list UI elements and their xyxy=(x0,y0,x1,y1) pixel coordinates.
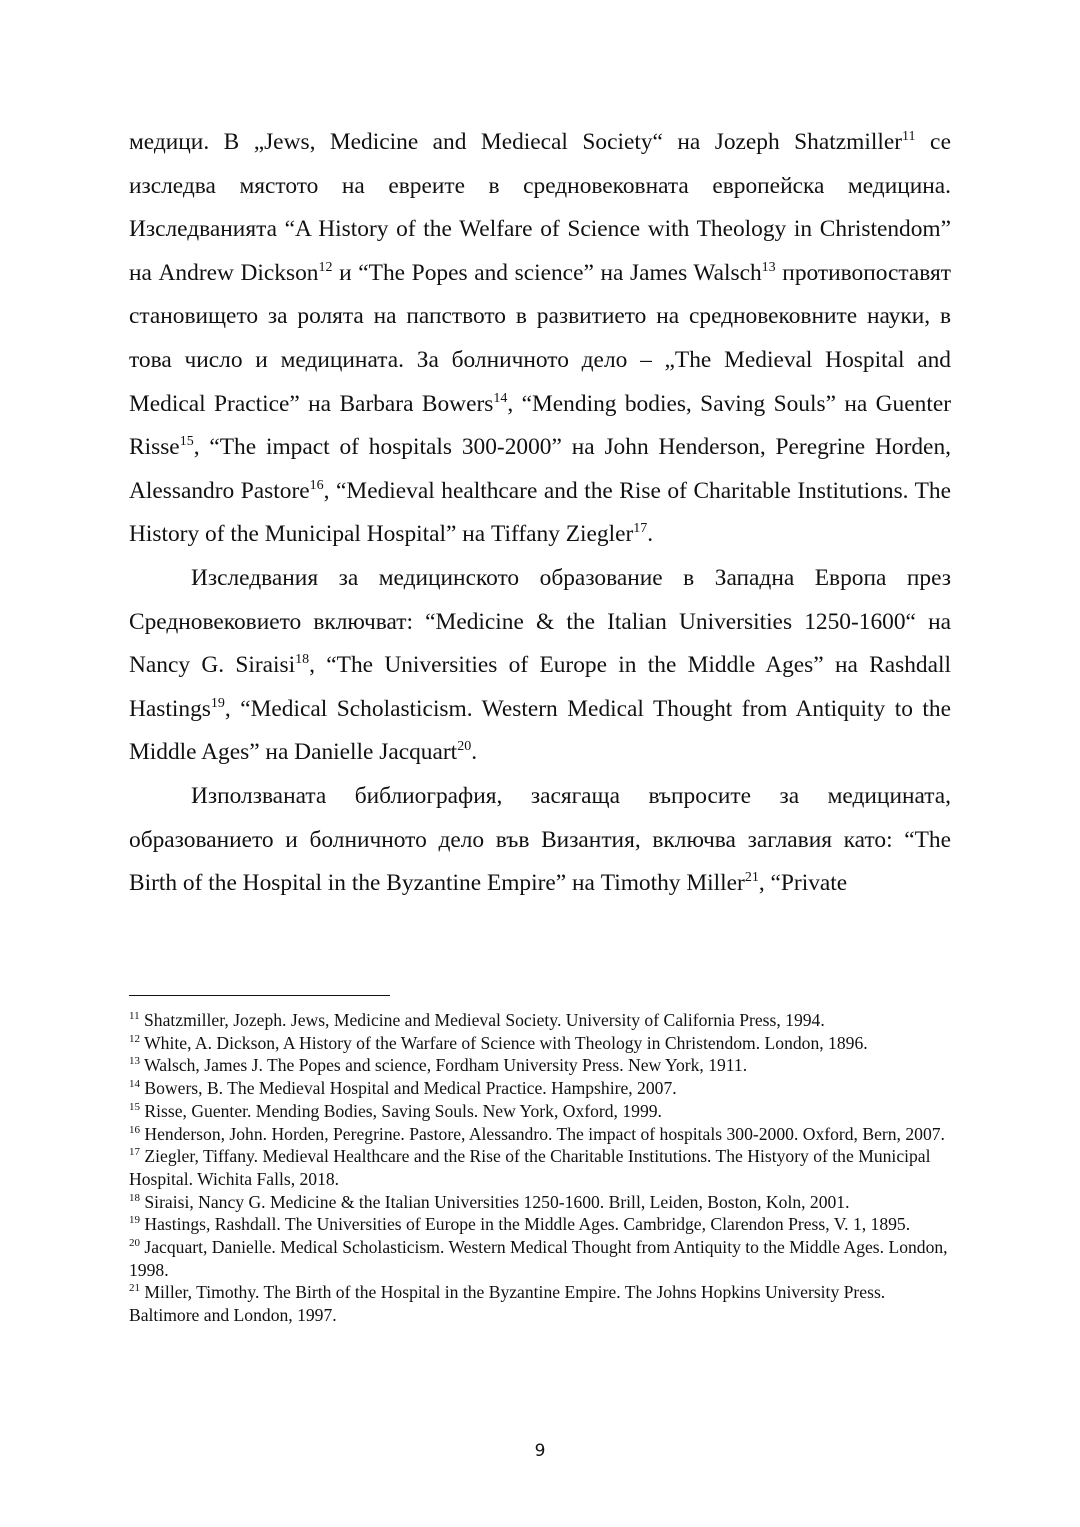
footnote-reference[interactable]: 12 xyxy=(318,259,333,275)
paragraph-text: , “Private xyxy=(758,870,848,897)
footnote xyxy=(129,1213,951,1236)
footnote-reference[interactable]: 17 xyxy=(633,521,648,537)
footnote-text: Ziegler, Tiffany. Medieval Healthcare and the Rise of the Charitable Institutions. The Histyory of the Municipal Hospital. Wichita Falls, 2018. xyxy=(129,1146,931,1189)
footnote-reference[interactable]: 19 xyxy=(210,695,225,711)
footnote-text: Siraisi, Nancy G. Medicine & the Italian Universities 1250-1600. Brill, Leiden, Boston, Koln, 2001. xyxy=(140,1191,850,1212)
footnote-reference[interactable]: 21 xyxy=(744,870,759,886)
footnote-number: 16 xyxy=(129,1123,140,1136)
paragraph xyxy=(129,775,951,906)
footnote xyxy=(129,1032,951,1055)
footnotes xyxy=(129,1009,951,1327)
paragraph-text: , “Mending bodies, Saving Souls” на Guenter Risse xyxy=(129,390,951,461)
footnote-reference[interactable]: 11 xyxy=(902,129,916,144)
footnote xyxy=(129,1123,951,1146)
footnote-number: 18 xyxy=(129,1191,140,1204)
footnote-text: Hastings, Rashdall. The Universities of Europe in the Middle Ages. Cambridge, Clarendon Press, V. 1, 1895. xyxy=(140,1214,911,1235)
footnote-number: 11 xyxy=(129,1010,140,1022)
footnote-separator xyxy=(129,995,390,996)
footnote-reference[interactable]: 16 xyxy=(309,477,324,493)
paragraph-text: . xyxy=(647,521,654,548)
paragraph-text: се изследва мястото на евреите в средновековната европейска медицина. Изследванията “A History of the Welfare of Science with Theology in Christendom” на Andrew Dickson xyxy=(129,129,951,286)
footnote-number: 21 xyxy=(129,1282,140,1295)
page-number: 9 xyxy=(534,1441,546,1461)
paragraph-text: Изследвания за медицинското образование в Западна Европа през Средновековието включват: “Medicine & the Italian Universities 1250-1600“ на Nancy G. Siraisi xyxy=(129,564,951,679)
paragraph-text: . xyxy=(471,739,478,766)
paragraph-text: , “The Universities of Europe in the Middle Ages” на Rashdall Hastings xyxy=(129,652,951,722)
page-body xyxy=(129,121,951,906)
footnote-reference[interactable]: 18 xyxy=(295,652,310,668)
paragraph-text: Използваната библиография, засягаща въпросите за медицината, образованието и болничното дело във Византия, включва заглавия като: “The Birth of the Hospital in the Byzantine Empire” на Timothy Miller xyxy=(129,782,951,897)
paragraph-text: медици. В „Jews, Medicine and Mediecal Society“ на Jozeph Shatzmiller xyxy=(129,129,902,155)
footnote-text: Miller, Timothy. The Birth of the Hospital in the Byzantine Empire. The Johns Hopkins University Press. Baltimore and London, 1997. xyxy=(129,1282,886,1326)
footnote-reference[interactable]: 15 xyxy=(179,434,194,450)
footnote xyxy=(129,1054,951,1077)
footnote-number: 13 xyxy=(129,1055,140,1068)
paragraph xyxy=(129,121,951,557)
footnote-number: 15 xyxy=(129,1100,140,1113)
footnote-number: 14 xyxy=(129,1078,140,1091)
paragraph-text: , “Medieval healthcare and the Rise of Charitable Institutions. The History of the Municipal Hospital” на Tiffany Ziegler xyxy=(129,477,951,548)
footnote-text: Bowers, B. The Medieval Hospital and Medical Practice. Hampshire, 2007. xyxy=(140,1078,677,1099)
footnote xyxy=(129,1077,951,1100)
footnote-reference[interactable]: 13 xyxy=(761,259,776,275)
footnote xyxy=(129,1281,951,1326)
footnote-number: 12 xyxy=(129,1032,140,1045)
footnote xyxy=(129,1145,951,1190)
footnote xyxy=(129,1236,951,1281)
footnote-number: 20 xyxy=(129,1237,140,1250)
paragraph-text: и “The Popes and science” на James Walsch xyxy=(332,259,762,286)
footnote xyxy=(129,1009,951,1032)
footnote-text: Walsch, James J. The Popes and science, Fordham University Press. New York, 1911. xyxy=(140,1055,748,1076)
paragraph-text: , “The impact of hospitals 300-2000” на John Henderson, Peregrine Horden, Alessandro Pastore xyxy=(129,434,951,504)
footnote-number: 19 xyxy=(129,1214,140,1227)
footnote xyxy=(129,1100,951,1123)
paragraph-text: , “Medical Scholasticism. Western Medical Thought from Antiquity to the Middle Ages” на Danielle Jacquart xyxy=(129,695,951,766)
footnote-number: 17 xyxy=(129,1146,140,1159)
footnote-text: Henderson, John. Horden, Peregrine. Pastore, Alessandro. The impact of hospitals 300-2000. Oxford, Bern, 2007. xyxy=(140,1123,945,1144)
paragraph xyxy=(129,557,951,775)
footnote-text: Shatzmiller, Jozeph. Jews, Medicine and Medieval Society. University of California Press, 1994. xyxy=(139,1010,825,1030)
footnote-reference[interactable]: 14 xyxy=(493,390,508,406)
body-text xyxy=(129,121,951,906)
footnote-text: Jacquart, Danielle. Medical Scholasticism. Western Medical Thought from Antiquity to the Middle Ages. London, 1998. xyxy=(129,1237,948,1280)
footnote-text: Risse, Guenter. Mending Bodies, Saving Souls. New York, Oxford, 1999. xyxy=(140,1100,662,1121)
footnote-reference[interactable]: 20 xyxy=(457,739,472,755)
footnote-text: White, A. Dickson, A History of the Warfare of Science with Theology in Christendom. London, 1896. xyxy=(140,1032,868,1053)
paragraph-text: противопоставят становището за ролята на папството в развитието на средновековните науки, в това число и медицината. За болничното дело – „The Medieval Hospital and Medical Practice” на Barbara Bowers xyxy=(129,259,951,417)
footnote xyxy=(129,1191,951,1214)
